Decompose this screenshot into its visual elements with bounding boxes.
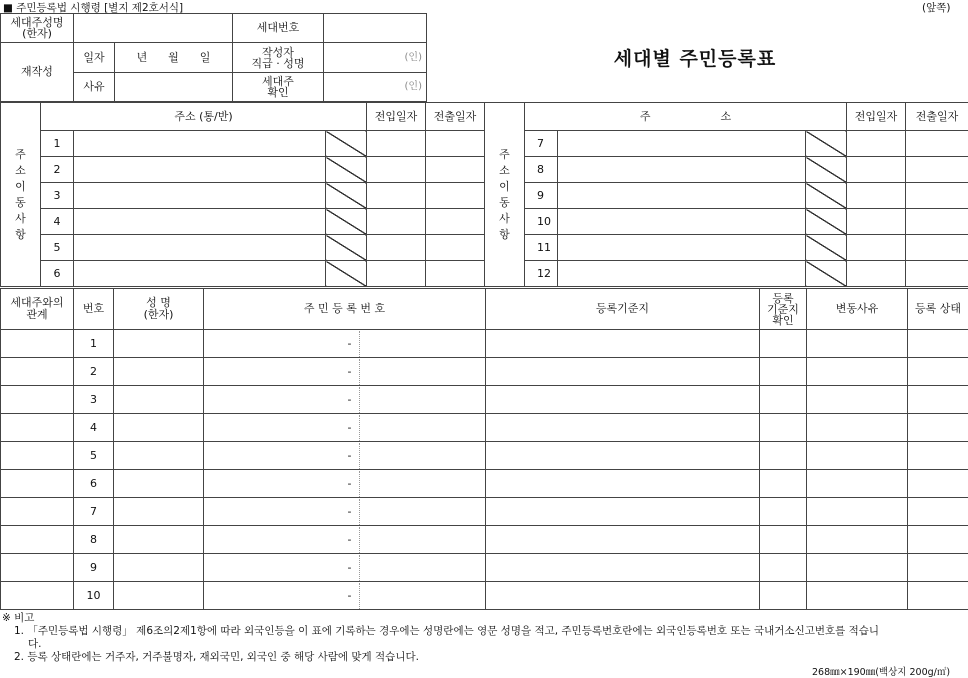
address-diagonal-cell — [326, 157, 367, 183]
relation-field[interactable] — [1, 582, 74, 610]
base-address-field[interactable] — [486, 470, 760, 498]
name-field[interactable] — [114, 526, 204, 554]
resident-number: 8 — [74, 526, 114, 554]
resident-number: 9 — [74, 554, 114, 582]
rrn-field[interactable] — [204, 470, 486, 498]
resident-row — [1, 582, 968, 610]
address-diagonal-cell — [806, 157, 847, 183]
base-confirm-field[interactable] — [760, 386, 807, 414]
move-in-field[interactable] — [367, 261, 426, 287]
change-reason-field[interactable] — [807, 526, 908, 554]
address-row-number: 1 — [41, 131, 74, 157]
rrn-dash: - — [340, 415, 361, 441]
address-diagonal-cell — [806, 209, 847, 235]
address-field[interactable] — [74, 235, 326, 261]
base-confirm-header: 등록 기준지 확인 — [760, 289, 807, 330]
writer-seal-field[interactable]: (인) — [324, 43, 427, 73]
move-out-field[interactable] — [906, 157, 968, 183]
move-in-field[interactable] — [847, 183, 906, 209]
name-field[interactable] — [114, 554, 204, 582]
relation-field[interactable] — [1, 414, 74, 442]
base-address-field[interactable] — [486, 330, 760, 358]
address-field[interactable] — [558, 131, 806, 157]
status-field[interactable] — [908, 470, 968, 498]
move-in-field[interactable] — [847, 131, 906, 157]
change-reason-field[interactable] — [807, 498, 908, 526]
address-diagonal-cell — [806, 235, 847, 261]
base-confirm-field[interactable] — [760, 470, 807, 498]
paper-size: 268㎜×190㎜(백상지 200g/㎡) — [812, 667, 951, 678]
rrn-field[interactable] — [204, 554, 486, 582]
rrn-field[interactable] — [204, 526, 486, 554]
rrn-dash: - — [340, 527, 361, 553]
resident-row — [1, 554, 968, 582]
relation-field[interactable] — [1, 554, 74, 582]
move-out-header-right: 전출일자 — [906, 103, 968, 131]
address-header-right: 주 소 — [525, 103, 847, 131]
relation-field[interactable] — [1, 386, 74, 414]
move-in-field[interactable] — [367, 183, 426, 209]
base-confirm-field[interactable] — [760, 414, 807, 442]
resident-row — [1, 386, 968, 414]
base-address-field[interactable] — [486, 414, 760, 442]
status-field[interactable] — [908, 498, 968, 526]
resident-row — [1, 414, 968, 442]
address-field[interactable] — [74, 261, 326, 287]
address-field[interactable] — [74, 157, 326, 183]
move-in-field[interactable] — [367, 157, 426, 183]
change-reason-field[interactable] — [807, 470, 908, 498]
address-row-number: 8 — [525, 157, 558, 183]
address-field[interactable] — [558, 183, 806, 209]
name-field[interactable] — [114, 470, 204, 498]
address-row-number: 5 — [41, 235, 74, 261]
address-header-left: 주소 (통/반) — [41, 103, 367, 131]
rrn-field[interactable] — [204, 358, 486, 386]
head-confirm-seal-field[interactable]: (인) — [324, 73, 427, 102]
base-address-field[interactable] — [486, 554, 760, 582]
address-field[interactable] — [74, 131, 326, 157]
form-reference: ■ 주민등록법 시행령 [별지 제2호서식] — [3, 2, 184, 14]
move-in-field[interactable] — [847, 261, 906, 287]
address-row-number: 2 — [41, 157, 74, 183]
resident-row — [1, 442, 968, 470]
date-field[interactable]: 년 월 일 — [115, 43, 233, 73]
rrn-field[interactable] — [204, 330, 486, 358]
move-out-field[interactable] — [426, 157, 485, 183]
status-field[interactable] — [908, 330, 968, 358]
base-address-field[interactable] — [486, 358, 760, 386]
base-confirm-field[interactable] — [760, 330, 807, 358]
resident-number: 2 — [74, 358, 114, 386]
base-confirm-field[interactable] — [760, 526, 807, 554]
remark-item-2: 2. 등록 상태란에는 거주자, 거주불명자, 재외국민, 외국인 중 해당 사람에 맞게 적습니다. — [14, 651, 419, 663]
move-in-header-right: 전입일자 — [847, 103, 906, 131]
resident-number: 10 — [74, 582, 114, 610]
address-field[interactable] — [558, 235, 806, 261]
address-row-number: 7 — [525, 131, 558, 157]
remarks-heading: ※ 비고 — [2, 612, 35, 624]
rewrite-label: 재작성 — [1, 43, 74, 102]
status-field[interactable] — [908, 386, 968, 414]
resident-number: 3 — [74, 386, 114, 414]
base-address-header: 등록기준지 — [486, 289, 760, 330]
rrn-dash: - — [340, 499, 361, 525]
rrn-dash: - — [340, 359, 361, 385]
rrn-field[interactable] — [204, 442, 486, 470]
name-field[interactable] — [114, 498, 204, 526]
address-section-vertical-label-left: 주 소 이 동 사 항 — [1, 103, 41, 287]
change-reason-field[interactable] — [807, 554, 908, 582]
address-row-number: 4 — [41, 209, 74, 235]
move-in-field[interactable] — [367, 235, 426, 261]
resident-row — [1, 470, 968, 498]
move-out-field[interactable] — [906, 261, 968, 287]
resident-number: 1 — [74, 330, 114, 358]
reason-label: 사유 — [74, 73, 115, 102]
address-row-number: 11 — [525, 235, 558, 261]
move-in-header-left: 전입일자 — [367, 103, 426, 131]
address-field[interactable] — [558, 157, 806, 183]
resident-number: 4 — [74, 414, 114, 442]
name-field[interactable] — [114, 442, 204, 470]
relation-field[interactable] — [1, 358, 74, 386]
move-out-field[interactable] — [906, 235, 968, 261]
move-in-field[interactable] — [847, 157, 906, 183]
address-diagonal-cell — [326, 235, 367, 261]
move-out-header-left: 전출일자 — [426, 103, 485, 131]
base-confirm-field[interactable] — [760, 582, 807, 610]
base-confirm-field[interactable] — [760, 358, 807, 386]
move-in-field[interactable] — [367, 131, 426, 157]
household-no-field[interactable] — [324, 14, 427, 43]
rrn-dash: - — [340, 471, 361, 497]
rrn-field[interactable] — [204, 498, 486, 526]
change-reason-header: 변동사유 — [807, 289, 908, 330]
resident-row — [1, 498, 968, 526]
number-header: 번호 — [74, 289, 114, 330]
resident-number: 5 — [74, 442, 114, 470]
head-confirm-label: 세대주 확인 — [233, 73, 324, 102]
base-confirm-field[interactable] — [760, 554, 807, 582]
rrn-field[interactable] — [204, 386, 486, 414]
resident-row — [1, 526, 968, 554]
rrn-dash: - — [340, 443, 361, 469]
move-out-field[interactable] — [906, 131, 968, 157]
rrn-field[interactable] — [204, 582, 486, 610]
remark-item-1: 1. 「주민등록법 시행령」 제6조의2제1항에 따라 외국인등을 이 표에 기록하는 경우에는 성명란에는 영문 성명을 적고, 주민등록번호란에는 외국인등록번호 또는 국내거소신고번호를 적습니 — [14, 625, 880, 637]
base-address-field[interactable] — [486, 498, 760, 526]
name-field[interactable] — [114, 358, 204, 386]
status-field[interactable] — [908, 582, 968, 610]
household-info-table — [0, 13, 427, 102]
relation-header: 세대주와의 관계 — [1, 289, 74, 330]
address-row-number: 3 — [41, 183, 74, 209]
move-in-field[interactable] — [847, 235, 906, 261]
page-side-label: (앞쪽) — [922, 2, 951, 14]
remarks — [2, 612, 879, 664]
relation-field[interactable] — [1, 526, 74, 554]
move-out-field[interactable] — [426, 261, 485, 287]
status-field[interactable] — [908, 358, 968, 386]
address-field[interactable] — [558, 261, 806, 287]
household-no-label: 세대번호 — [233, 14, 324, 43]
relation-field[interactable] — [1, 498, 74, 526]
remark-item-1-cont: 다. — [28, 638, 42, 650]
change-reason-field[interactable] — [807, 582, 908, 610]
address-row-number: 9 — [525, 183, 558, 209]
change-reason-field[interactable] — [807, 358, 908, 386]
address-section-vertical-label-right: 주 소 이 동 사 항 — [485, 103, 525, 287]
relation-field[interactable] — [1, 442, 74, 470]
name-field[interactable] — [114, 414, 204, 442]
name-field[interactable] — [114, 582, 204, 610]
rrn-dash: - — [340, 331, 361, 357]
change-reason-field[interactable] — [807, 330, 908, 358]
address-diagonal-cell — [806, 261, 847, 287]
base-confirm-field[interactable] — [760, 442, 807, 470]
writer-label: 작성자 직급 · 성명 — [233, 43, 324, 73]
address-diagonal-cell — [326, 261, 367, 287]
resident-number: 6 — [74, 470, 114, 498]
rrn-dash: - — [340, 583, 361, 609]
address-diagonal-cell — [806, 183, 847, 209]
change-reason-field[interactable] — [807, 414, 908, 442]
address-row-number: 10 — [525, 209, 558, 235]
rrn-dash: - — [340, 387, 361, 413]
address-row-number: 12 — [525, 261, 558, 287]
address-field[interactable] — [74, 183, 326, 209]
relation-field[interactable] — [1, 330, 74, 358]
move-out-field[interactable] — [426, 131, 485, 157]
resident-table — [0, 288, 968, 610]
address-field[interactable] — [558, 209, 806, 235]
head-name-label: 세대주성명 (한자) — [1, 14, 74, 43]
status-field[interactable] — [908, 414, 968, 442]
rrn-dash: - — [340, 555, 361, 581]
head-name-field[interactable] — [74, 14, 233, 43]
address-diagonal-cell — [326, 209, 367, 235]
status-field[interactable] — [908, 554, 968, 582]
name-field[interactable] — [114, 330, 204, 358]
base-address-field[interactable] — [486, 526, 760, 554]
move-out-field[interactable] — [906, 209, 968, 235]
relation-field[interactable] — [1, 470, 74, 498]
address-diagonal-cell — [326, 131, 367, 157]
move-in-field[interactable] — [847, 209, 906, 235]
rrn-field[interactable] — [204, 414, 486, 442]
change-reason-field[interactable] — [807, 386, 908, 414]
reason-field[interactable] — [115, 73, 233, 102]
date-label: 일자 — [74, 43, 115, 73]
document-title: 세대별 주민등록표 — [613, 48, 777, 70]
name-header: 성 명 (한자) — [114, 289, 204, 330]
address-field[interactable] — [74, 209, 326, 235]
address-row-number: 6 — [41, 261, 74, 287]
move-out-field[interactable] — [426, 235, 485, 261]
move-out-field[interactable] — [906, 183, 968, 209]
status-header: 등록 상태 — [908, 289, 968, 330]
rrn-header: 주 민 등 록 번 호 — [204, 289, 486, 330]
move-out-field[interactable] — [426, 209, 485, 235]
base-confirm-field[interactable] — [760, 498, 807, 526]
base-address-field[interactable] — [486, 582, 760, 610]
move-out-field[interactable] — [426, 183, 485, 209]
address-diagonal-cell — [806, 131, 847, 157]
change-reason-field[interactable] — [807, 442, 908, 470]
move-in-field[interactable] — [367, 209, 426, 235]
resident-number: 7 — [74, 498, 114, 526]
status-field[interactable] — [908, 442, 968, 470]
address-diagonal-cell — [326, 183, 367, 209]
resident-row — [1, 358, 968, 386]
address-history-table — [0, 102, 968, 287]
base-address-field[interactable] — [486, 442, 760, 470]
name-field[interactable] — [114, 386, 204, 414]
status-field[interactable] — [908, 526, 968, 554]
base-address-field[interactable] — [486, 386, 760, 414]
resident-row — [1, 330, 968, 358]
